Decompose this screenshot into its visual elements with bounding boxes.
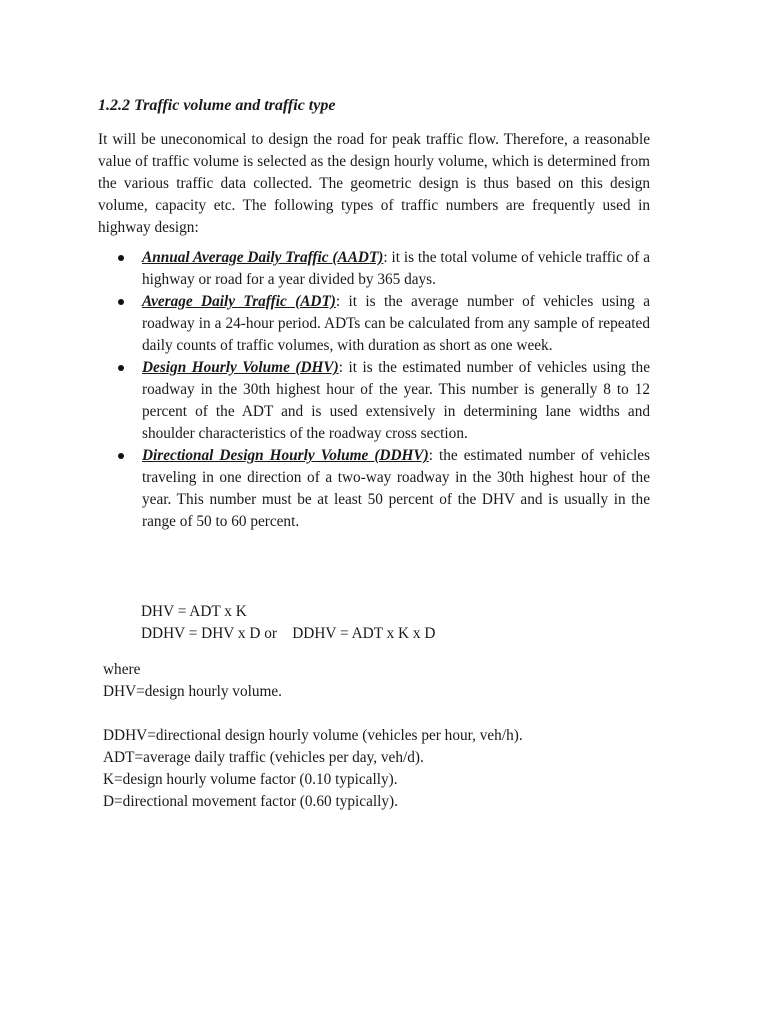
traffic-types-list — [98, 247, 650, 533]
definition-line-k: K=design hourly volume factor (0.10 typically). — [103, 771, 398, 788]
definition-adt: : it is the average number of vehicles using a roadway in a 24-hour period. ADTs can be calculated from any sample of repeated daily counts of traffic volumes, with duration as short as one week. — [142, 293, 650, 354]
list-item-dhv — [98, 357, 650, 445]
bullet-icon — [118, 255, 124, 261]
definition-line-d: D=directional movement factor (0.60 typically). — [103, 793, 398, 810]
term-ddhv: Directional Design Hourly Volume (DDHV) — [142, 447, 429, 464]
where-label: where — [103, 661, 141, 678]
term-adt: Average Daily Traffic (ADT) — [142, 293, 336, 310]
section-heading: 1.2.2 Traffic volume and traffic type — [98, 97, 336, 114]
term-dhv: Design Hourly Volume (DHV) — [142, 359, 339, 376]
definition-ddhv: : the estimated number of vehicles traveling in one direction of a two-way roadway in the 30th highest hour of the year. This number must be at least 50 percent of the DHV and is usually in the range of 50 to 60 percent. — [142, 447, 650, 530]
term-aadt: Annual Average Daily Traffic (AADT) — [142, 249, 384, 266]
definition-line-dhv: DHV=design hourly volume. — [103, 683, 282, 700]
bullet-icon — [118, 453, 124, 459]
list-item-aadt — [98, 247, 650, 291]
formula-dhv: DHV = ADT x K — [141, 603, 247, 620]
definition-line-ddhv: DDHV=directional design hourly volume (vehicles per hour, veh/h). — [103, 727, 523, 744]
bullet-icon — [118, 365, 124, 371]
definition-line-adt: ADT=average daily traffic (vehicles per day, veh/d). — [103, 749, 424, 766]
spacer — [103, 703, 523, 725]
list-item-adt — [98, 291, 650, 357]
formula-ddhv: DDHV = DHV x D or DDHV = ADT x K x D — [141, 625, 436, 642]
variable-definitions — [103, 659, 523, 813]
formula-block — [141, 601, 435, 645]
intro-paragraph: It will be uneconomical to design the road for peak traffic flow. Therefore, a reasonable value of traffic volume is selected as the design hourly volume, which is determined from the various traffic data collected. The geometric design is thus based on this design volume, capacity etc. The following types of traffic numbers are frequently used in highway design: — [98, 131, 650, 236]
list-item-ddhv — [98, 445, 650, 533]
definition-aadt: : it is the total volume of vehicle traffic of a highway or road for a year divided by 365 days. — [142, 249, 650, 288]
definition-dhv: : it is the estimated number of vehicles using the roadway in the 30th highest hour of the year. This number is generally 8 to 12 percent of the ADT and is used extensively in determining lane widths and shoulder characteristics of the roadway cross section. — [142, 359, 650, 442]
bullet-icon — [118, 299, 124, 305]
